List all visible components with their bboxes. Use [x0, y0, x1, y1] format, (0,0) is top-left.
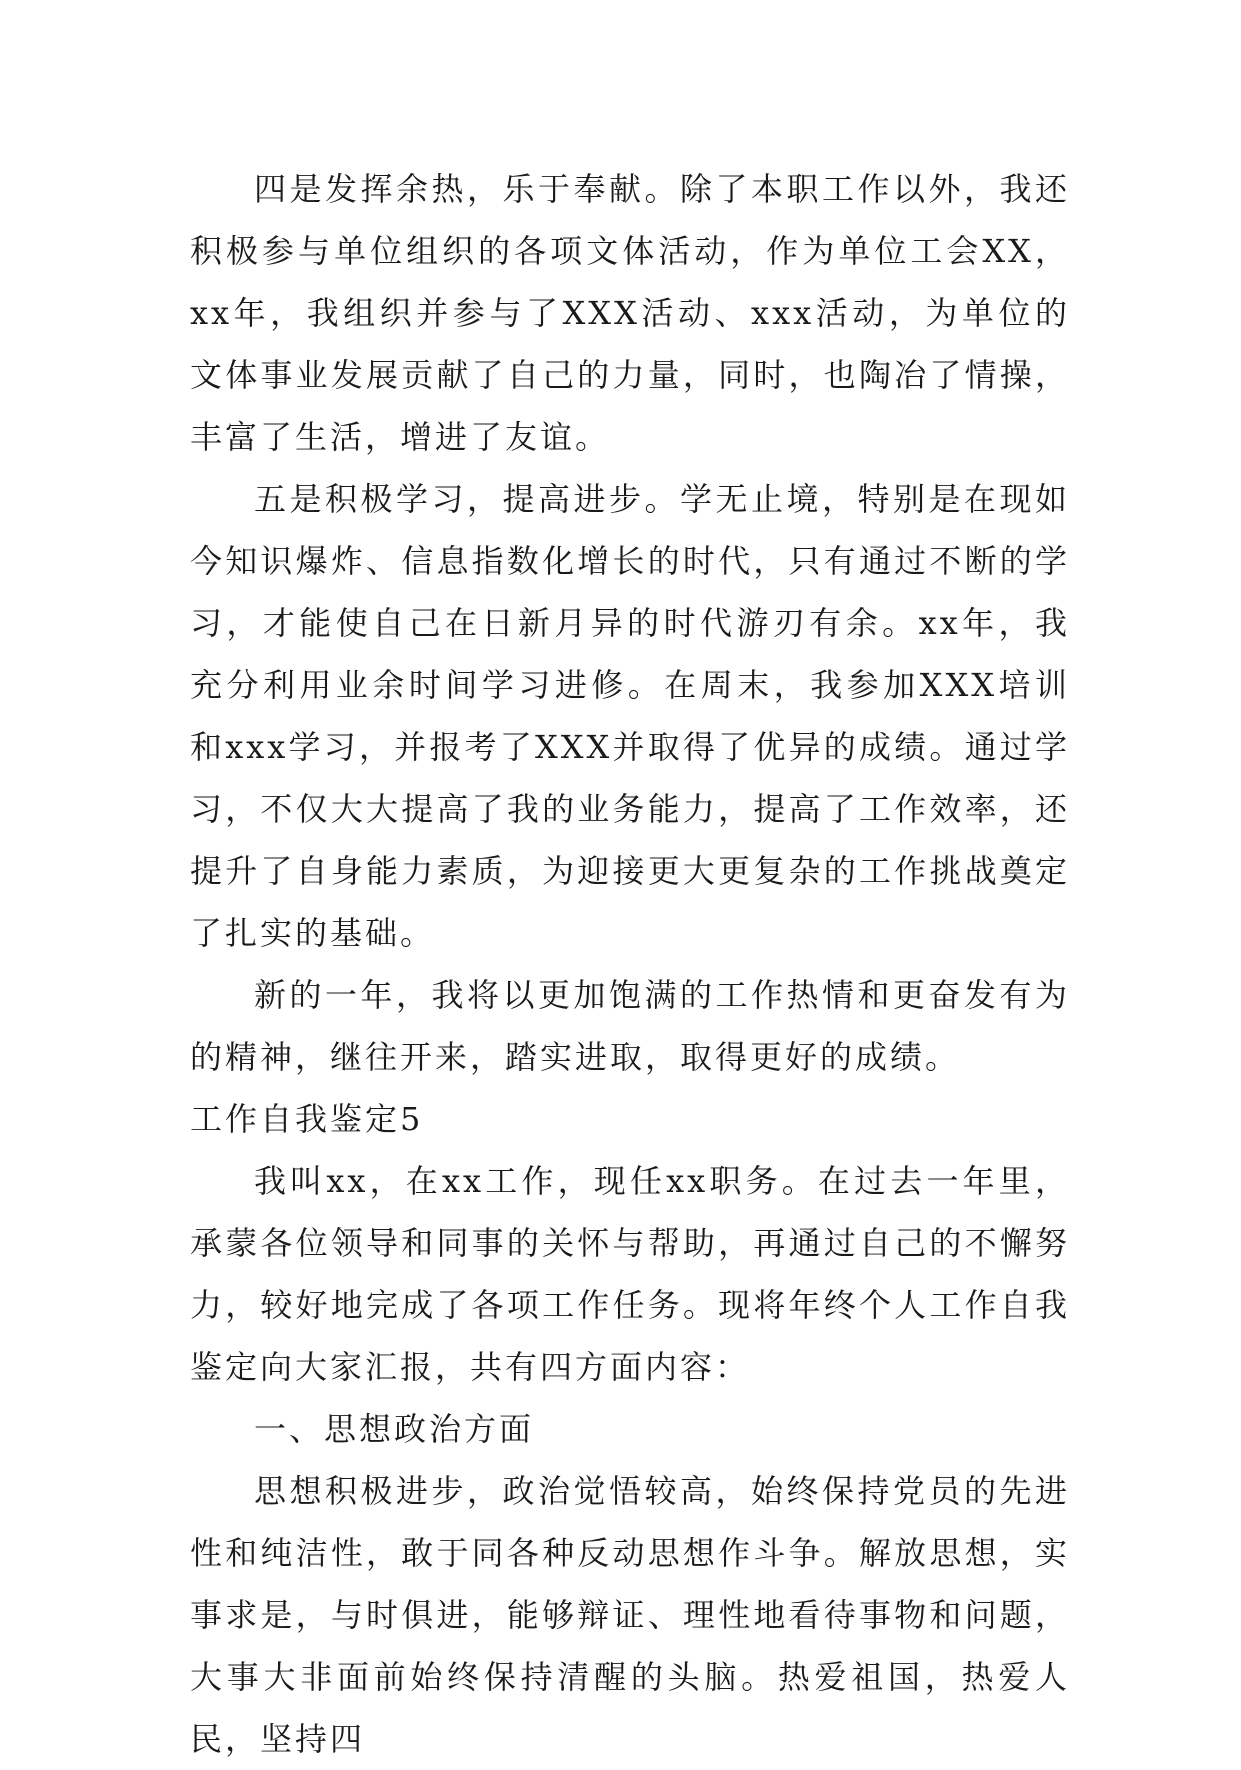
paragraph-intro: 我叫xx，在xx工作，现任xx职务。在过去一年里，承蒙各位领导和同事的关怀与帮助，再通过自己的不懈努力，较好地完成了各项工作任务。现将年终个人工作自我鉴定向大家汇报，共有四方面内容：: [190, 1162, 1070, 1386]
paragraph-study: 五是积极学习，提高进步。学无止境，特别是在现如今知识爆炸、信息指数化增长的时代，只有通过不断的学习，才能使自己在日新月异的时代游刃有余。xx年，我充分利用业余时间学习进修。在周末，我参加XXX培训和xxx学习，并报考了XXX并取得了优异的成绩。通过学习，不仅大大提高了我的业务能力，提高了工作效率，还提升了自身能力素质，为迎接更大更复杂的工作挑战奠定了扎实的基础。: [190, 480, 1070, 952]
section-title: 工作自我鉴定5: [190, 1100, 424, 1138]
document-page: [190, 158, 1070, 1770]
subheading-political: 一、思想政治方面: [254, 1410, 535, 1448]
paragraph-new-year: 新的一年，我将以更加饱满的工作热情和更奋发有为的精神，继往开来，踏实进取，取得更好的成绩。: [190, 976, 1070, 1076]
paragraph-political: 思想积极进步，政治觉悟较高，始终保持党员的先进性和纯洁性，敢于同各种反动思想作斗争。解放思想，实事求是，与时俱进，能够辩证、理性地看待事物和问题，大事大非面前始终保持清醒的头脑。热爱祖国，热爱人民，坚持四: [190, 1472, 1070, 1758]
paragraph-dedication: 四是发挥余热，乐于奉献。除了本职工作以外，我还积极参与单位组织的各项文体活动，作为单位工会XX，xx年，我组织并参与了XXX活动、xxx活动，为单位的文体事业发展贡献了自己的力量，同时，也陶冶了情操，丰富了生活，增进了友谊。: [190, 170, 1070, 456]
